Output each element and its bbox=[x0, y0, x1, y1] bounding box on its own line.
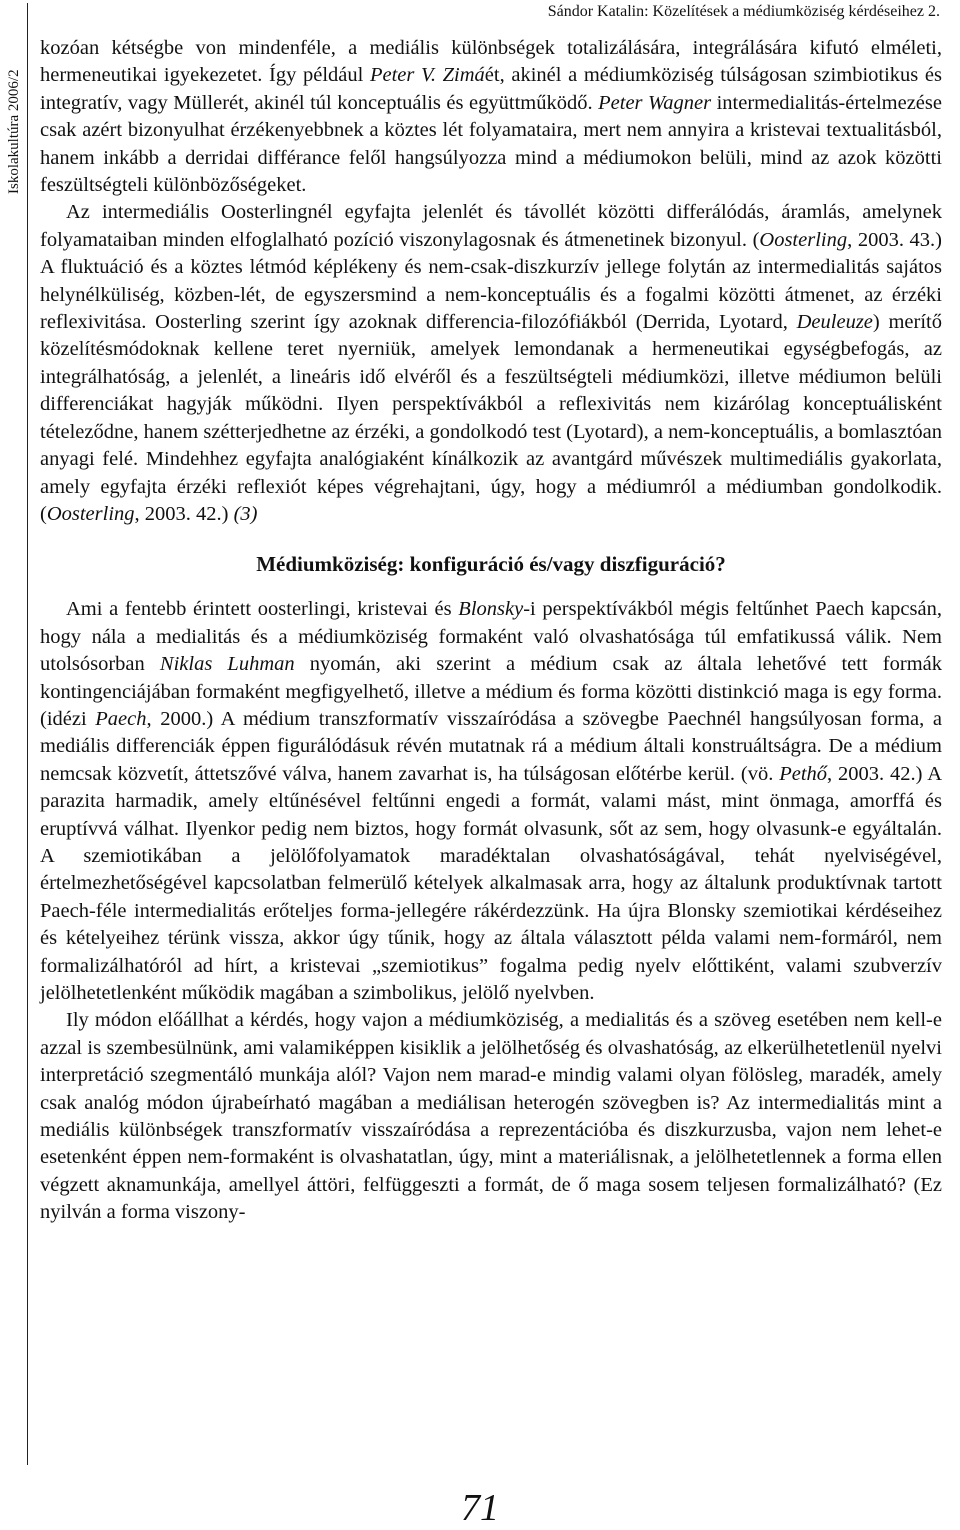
section-heading: Médiumköziség: konfiguráció és/vagy diszfiguráció? bbox=[256, 552, 726, 577]
journal-title: Iskolakultúra 2006/2 bbox=[6, 69, 22, 194]
author-ref: Deuleuze bbox=[796, 311, 873, 334]
body-text bbox=[40, 35, 942, 1227]
citation-author: Pethő bbox=[779, 762, 828, 785]
author-ref: Peter V. Zimá bbox=[369, 64, 485, 87]
running-header: Sándor Katalin: Közelítések a médiumköziség kérdéseihez 2. bbox=[547, 3, 940, 20]
paragraph-4: Ily módon előállhat a kérdés, hogy vajon a médiumköziség, a medialitás és a szöveg esetében nem kell-e azzal is szembesülnünk, ami valamiképpen kisiklik a jelölhetőség és olvashatóság, az elkerülhetetlenül nyelvi interpretáció szegmentáló munkája alól? Vajon nem marad-e mindig valami olyan fölösleg, maradék, amely csak analóg módon újrabeírható magában a mediálisan heterogén szövegben is? Az intermedialitás mint a mediális különbségek transzformatív visszaíródása a reprezentációba és diszkurzusba, vajon nem lehet-e esetenként éppen nem-formaként is olvashatatlan, úgy, mint a materiálisnak, a jelölhetetlennek a forma ellen végzett aknamunkája, amellyel áttöri, felfüggeszti a formát, de ő maga sosem teljesen formalizálható? (Ez nyilván a forma viszony- bbox=[40, 1009, 942, 1224]
citation-author: Paech bbox=[95, 707, 147, 730]
footnote-ref: (3) bbox=[233, 502, 258, 525]
paragraph-1: kozóan kétségbe von mindenféle, a mediális különbségek totalizálására, integrálására kifutó elméleti, hermeneutikai igyekezetet. Így például Peter V. Zimáét, akinél a médiumköziség túlságosan szimbiotikus és integratív, vagy Müllerét, akinél túl konceptuális és együttműködő. Peter Wagner intermedialitás-értelmezése csak azért bizonyulhat érzékenyebbnek a köztes lét folyamataira, mert nem annyira a kristevai textualitásból, hanem inkább a derridai différance felől hangsúlyozza mind a médiumokon belüli, mind az azok közötti feszültségteli különbözőségeket. bbox=[40, 37, 942, 197]
paragraph-2: Az intermediális Oosterlingnél egyfajta jelenlét és távollét közötti differálódás, áramlás, amelynek folyamataiban minden elfoglalható pozíció viszonylagosnak és átmenetinek bizonyul. (Oosterling, 2003. 43.) A fluktuáció és a köztes létmód képlékeny és nem-csak-diszkurzív jellege folytán az intermedialitás sajátos helynélküliség, közben-lét, de egyszersmind a nem-konceptuális és a fogalmi közötti átmenet, az érzéki reflexivitása. Oosterling szerint így azoknak differencia-filozófiákból (Derrida, Lyotard, Deuleuze) merítő közelítésmódoknak kellene teret nyerniük, amelyek lemondanak a hermeneutikai egységbefogás, az integrálhatóság, a jelenlét, a lineáris idő elvéről és a feszültségteli médiumközi, illetve médiumon belüli differenciákat hagyják működni. Ilyen perspektívákból a reflexivitás nem kizárólag konceptuálisként tételeződne, hanem szétterjedhetne az érzéki, a gondolkodó test (Lyotard), a nem-konceptuális, a bomlasztóan anyagi felé. Mindehhez egyfajta analógiaként kínálkozik az avantgárd művészek multimediális gyakorlata, amely egyfajta érzéki reflexiót képes végrehajtani, úgy, hogy a médiumról a médiumban gondolkodik. (Oosterling, 2003. 42.) (3) bbox=[40, 201, 942, 525]
citation-author: Oosterling bbox=[759, 228, 848, 251]
author-ref: Niklas Luhman bbox=[159, 653, 295, 676]
paragraph-3: Ami a fentebb érintett oosterlingi, kristevai és Blonsky-i perspektívákból mégis feltűnhet Paech kapcsán, hogy nála a medialitás és a médiumköziség formaként való olvashatósága túl emfatikussá válik. Nem utolsósorban Niklas Luhman nyomán, aki szerint a médium csak az általa lehetővé tett formák kontingenciájában formaként megfigyelhető, illetve a médium és forma közötti distinkció maga is egy forma. (idézi Paech, 2000.) A médium transzformatív visszaíródása a szövegbe Paechnél hangsúlyosan forma, a mediális differenciák éppen figurálódásuk révén mutatnak rá a médium általi konstruáltságra. De a médium nemcsak közvetít, áttetszővé válva, hanem zavarhat is, ha túlságosan előtérbe kerül. (vö. Pethő, 2003. 42.) A parazita harmadik, amely eltűnésével feltűnni engedi a formát, valami mást, mint önmaga, amorffá és eruptívvá válhat. Ilyenkor pedig nem biztos, hogy formát olvasunk, sőt az sem, hogy olvasunk-e egyáltalán. A szemiotikában a jelölőfolyamatok maradéktalan olvashatóságával, tehát nyelviségével, értelmezhetőségével kapcsolatban felmerülő kételyek alkalmasak arra, hogy az általunk produktívnak tartott Paech-féle intermedialitás erőteljes forma-jellegére rákérdezzünk. Ha újra Blonsky szemiotikai kérdéseihez és kételyeihez térünk vissza, akkor úgy tűnik, hogy az általa választott példa valami nem-formáról, nem formalizálhatóról ad hírt, a kristevai „szemiotikus” fogalma pedig nyelv előttiként, valami szubverzív jelölhetetlenként működik magában a szimbolikus, jelölő nyelvben. bbox=[40, 598, 943, 1004]
citation-author: Oosterling bbox=[46, 502, 135, 525]
author-ref: Peter Wagner bbox=[598, 91, 712, 114]
journal-side-label bbox=[2, 4, 26, 194]
page-number: 71 bbox=[461, 1487, 499, 1529]
author-ref: Blonsky bbox=[458, 598, 524, 621]
margin-rule bbox=[27, 3, 28, 1465]
